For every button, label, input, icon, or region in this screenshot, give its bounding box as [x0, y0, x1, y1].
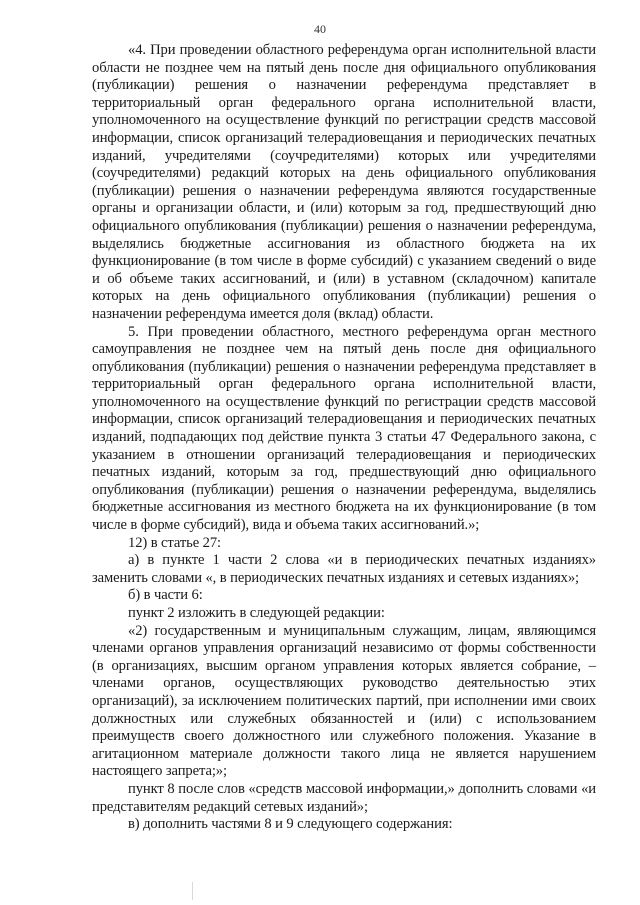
document-body: [92, 42, 596, 834]
paragraph-subitem-a: а) в пункте 1 части 2 слова «и в периодических печатных изданиях» заменить словами «, в периодических печатных изданиях и сетевых изданиях»;: [92, 552, 596, 586]
paragraph-item-12: 12) в статье 27:: [128, 534, 221, 551]
paragraph-part-4: «4. При проведении областного референдума орган исполнительной власти области не позднее чем на пятый день после дня официального опубликования (публикации) решения о назначении референдума представляет в территориальный орган федерального органа исполнительной власти, уполномоченного на осуществление функций по регистрации средств массовой информации, список организаций телерадиовещания и периодических печатных изданий, учредителями (соучредителями) которых или учредителями (соучредителями) редакций которых на день официального опубликования (публикации) решения о назначении референдума являются государственные органы и организации области, и (или) которым за год, предшествующий дню официального опубликования (публикации) решения о назначении референдума, выделялись бюджетные ассигнования из областного бюджета на их функционирование (в том числе в форме субсидий) с указанием сведений о виде и об объеме таких ассигнований, и (или) в уставном (складочном) капитале которых на день официального опубликования (публикации) решения о назначении референдума имеется доля (вклад) области.: [92, 42, 596, 322]
scan-artifact: [192, 882, 193, 900]
paragraph-part-5: 5. При проведении областного, местного референдума орган местного самоуправления не позднее чем на пятый день после дня официального опубликования (публикации) решения о назначении референдума представляет в территориальный орган федерального органа исполнительной власти, уполномоченного на осуществление функций по регистрации средств массовой информации, список организаций телерадиовещания и периодических печатных изданий, подпадающих под действие пункта 3 статьи 47 Федерального закона, с указанием в отношении организаций телерадиовещания и периодических печатных изданий, которым за год, предшествующий дню официального опубликования (публикации) решения о назначении референдума, выделялись бюджетные ассигнования из местного бюджета на их функционирование (в том числе в форме субсидий), вида и объема таких ассигнований.»;: [92, 323, 596, 534]
paragraph-point-2-text: «2) государственным и муниципальным служащим, лицам, являющимся членами органов управления организаций независимо от формы собственности (в организациях, высшим органом управления которых является собрание, – членами органов, осуществляющих руководство деятельностью этих организаций), за исключением политических партий, при исполнении ими своих должностных или служебных обязанностей и (или) с использованием преимуществ своего должностного или служебного положения. Указание в агитационном материале должности такого лица не является нарушением настоящего запрета;»;: [92, 622, 596, 780]
paragraph-point-8: пункт 8 после слов «средств массовой информации,» дополнить словами «и представителям редакций сетевых изданий»;: [92, 780, 596, 815]
paragraph-point-2-intro: пункт 2 изложить в следующей редакции:: [128, 605, 385, 621]
page-number: 40: [314, 22, 326, 36]
paragraph-subitem-b: б) в части 6:: [128, 587, 203, 604]
paragraph-subitem-v: в) дополнить частями 8 и 9 следующего содержания:: [128, 816, 453, 833]
